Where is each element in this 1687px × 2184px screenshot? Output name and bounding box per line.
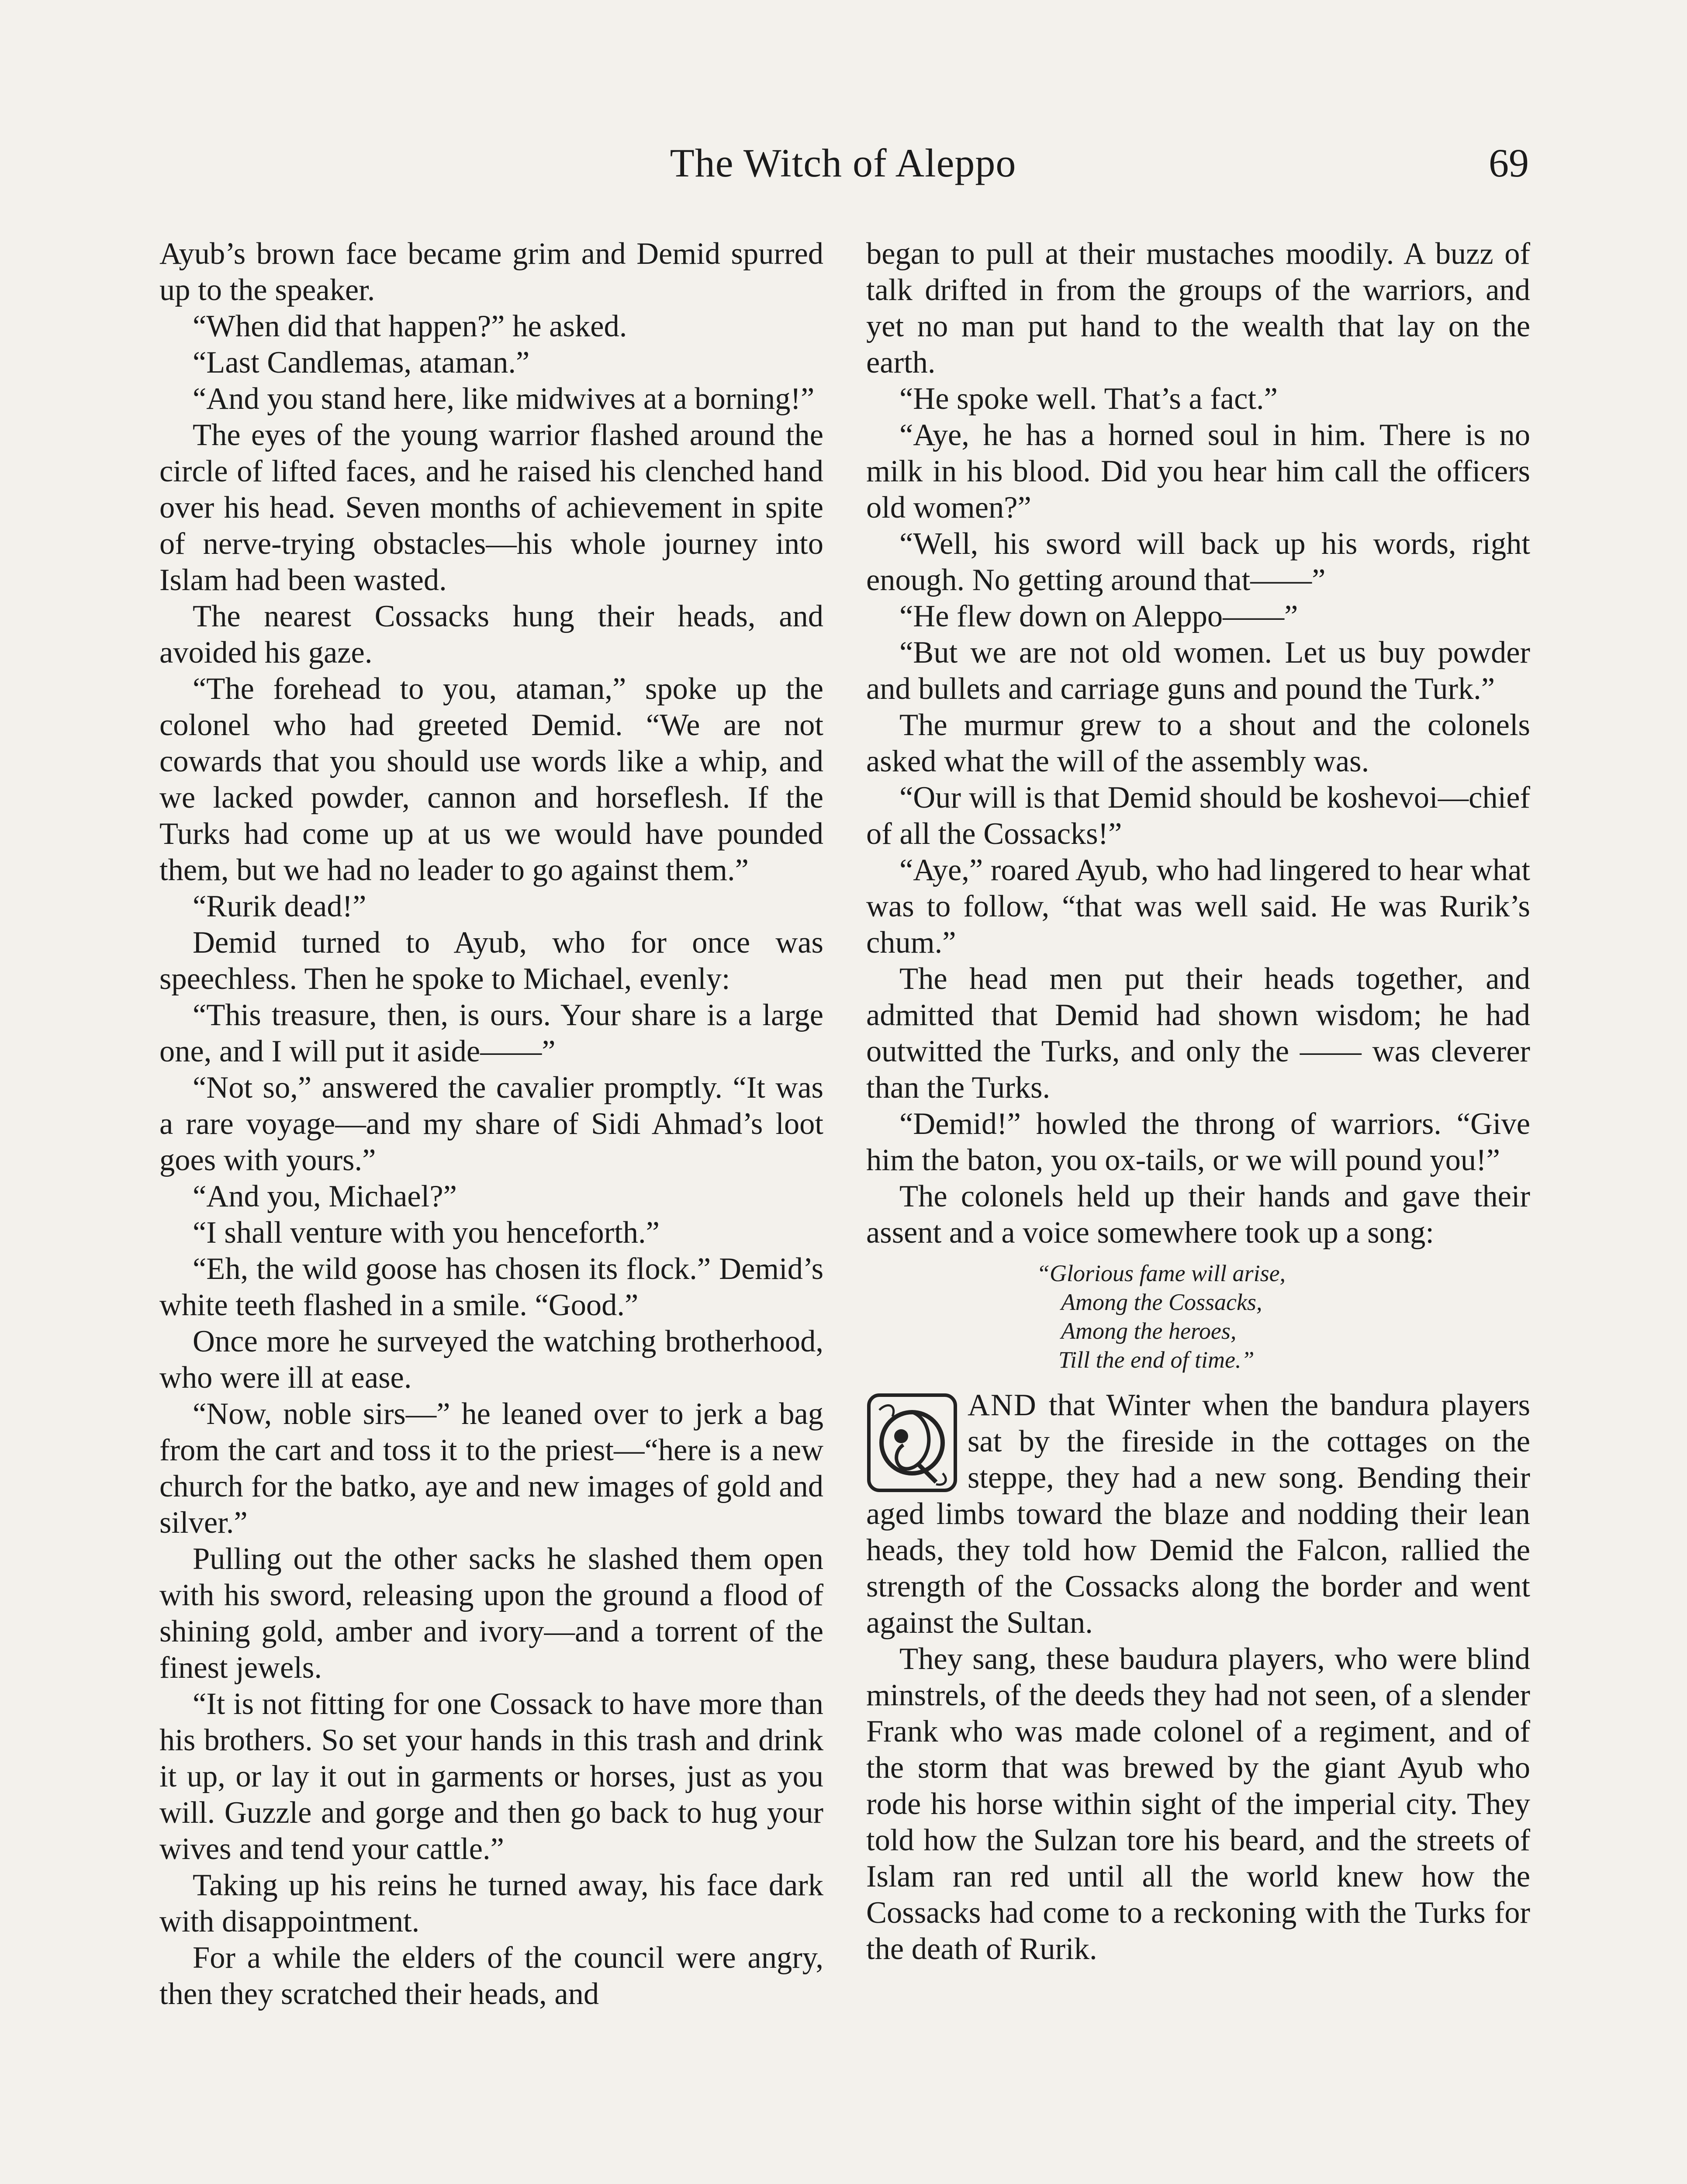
paragraph: “This treasure, then, is ours. Your share is a large one, and I will put it aside——” — [159, 998, 823, 1068]
paragraph: “He spoke well. That’s a fact.” — [899, 382, 1278, 416]
verse-line: Among the Cossacks, — [1061, 1289, 1262, 1315]
paragraph: “He flew down on Aleppo——” — [899, 599, 1298, 633]
paragraph: The murmur grew to a shout and the colonels asked what the will of the assembly was. — [866, 708, 1530, 778]
paragraph: “When did that happen?” he asked. — [193, 309, 627, 343]
paragraph: The eyes of the young warrior flashed around the circle of lifted faces, and he raised his clenched hand over his head. Seven months of achievement in spite of nerve-trying obstacles—his whole journey into Islam had been wasted. — [159, 418, 823, 597]
paragraph: “Our will is that Demid should be koshevoi—chief of all the Cossacks!” — [866, 781, 1530, 851]
paragraph: Taking up his reins he turned away, his face dark with disappointment. — [159, 1868, 823, 1939]
paragraph: For a while the elders of the council were angry, then they scratched their heads, and — [159, 1941, 823, 2011]
paragraph: The head men put their heads together, and admitted that Demid had shown wisdom; he had outwitted the Turks, and only the —— was cleverer than the Turks. — [866, 962, 1530, 1105]
paragraph: “And you, Michael?” — [193, 1179, 457, 1213]
paragraph: “Rurik dead!” — [193, 889, 366, 923]
running-title: The Witch of Aleppo — [670, 141, 1016, 185]
paragraph: The nearest Cossacks hung their heads, and avoided his gaze. — [159, 599, 823, 670]
paragraph: Ayub’s brown face became grim and Demid spurred up to the speaker. — [159, 237, 823, 307]
paragraph: Once more he surveyed the watching brotherhood, who were ill at ease. — [159, 1324, 823, 1395]
paragraph: “The forehead to you, ataman,” spoke up the colonel who had greeted Demid. “We are not cowards that you should use words like a whip, and we lacked powder, cannon and horseflesh. If the Turks had come up at us we would have pounded them, but we had no leader to go against them.” — [159, 672, 823, 887]
closing-text: that Winter when the bandura players sat by the fireside in the cottages on the steppe, they had a new song. Bending their aged limbs toward the blaze and nodding their lean heads, they told how Demid the Falcon, rallied the strength of the Cossacks along the border and went against the Sultan. — [866, 1388, 1531, 1640]
closing-section — [866, 1387, 1530, 1967]
page-number: 69 — [1489, 141, 1529, 185]
verse-line: “Glorious fame will arise, — [1037, 1260, 1286, 1286]
lead-word: AND — [968, 1388, 1037, 1422]
paragraph: The colonels held up their hands and gave their assent and a voice somewhere took up a song: — [866, 1179, 1530, 1250]
paragraph: “And you stand here, like midwives at a borning!” — [193, 382, 815, 416]
closing-paragraph — [866, 1387, 1530, 1641]
paragraph: “Last Candlemas, ataman.” — [193, 346, 530, 380]
paragraph: Pulling out the other sacks he slashed them open with his sword, releasing upon the ground a flood of shining gold, amber and ivory—and a torrent of the finest jewels. — [159, 1542, 823, 1685]
paragraph: “It is not fitting for one Cossack to have more than his brothers. So set your hands in this trash and drink it up, or lay it out in garments or horses, just as you will. Guzzle and gorge and then go back to hug your wives and tend your cattle.” — [159, 1687, 823, 1866]
ornamental-initial-icon — [866, 1393, 958, 1493]
paragraph: “Not so,” answered the cavalier promptly. “It was a rare voyage—and my share of Sidi Ahmad’s loot goes with yours.” — [159, 1071, 823, 1177]
paragraph: Demid turned to Ayub, who for once was speechless. Then he spoke to Michael, evenly: — [159, 926, 823, 996]
verse-line: Till the end of time.” — [1058, 1347, 1255, 1373]
verse-line: Among the heroes, — [1061, 1318, 1237, 1344]
paragraph: “I shall venture with you henceforth.” — [193, 1216, 660, 1250]
paragraph: “But we are not old women. Let us buy powder and bullets and carriage guns and pound the Turk.” — [866, 636, 1530, 706]
paragraph: “Well, his sword will back up his words, right enough. No getting around that——” — [866, 527, 1530, 597]
paragraph: They sang, these baudura players, who were blind minstrels, of the deeds they had not seen, of a slender Frank who was made colonel of a regiment, and of the storm that was brewed by the giant Ayub who rode his horse within sight of the imperial city. They told how the Sulzan tore his beard, and the streets of Islam ran red until all the world knew how the Cossacks had come to a reckoning with the Turks for the death of Rurik. — [866, 1642, 1530, 1966]
paragraph: began to pull at their mustaches moodily. A buzz of talk drifted in from the groups of the warriors, and yet no man put hand to the wealth that lay on the earth. — [866, 237, 1530, 380]
paragraph: “Aye,” roared Ayub, who had lingered to hear what was to follow, “that was well said. He was Rurik’s chum.” — [866, 853, 1530, 960]
paragraph: “Demid!” howled the throng of warriors. “Give him the baton, you ox-tails, or we will pound you!” — [866, 1107, 1530, 1177]
page-header — [157, 140, 1529, 201]
paragraph: “Aye, he has a horned soul in him. There is no milk in his blood. Did you hear him call the officers old women?” — [866, 418, 1530, 525]
paragraph: “Eh, the wild goose has chosen its flock.” Demid’s white teeth flashed in a smile. “Good.” — [159, 1252, 823, 1322]
song-verse — [1037, 1259, 1530, 1374]
right-column — [866, 236, 1530, 1967]
left-column — [159, 236, 823, 2012]
paragraph: “Now, noble sirs—” he leaned over to jerk a bag from the cart and toss it to the priest—“here is a new church for the batko, aye and new images of gold and silver.” — [159, 1397, 823, 1540]
